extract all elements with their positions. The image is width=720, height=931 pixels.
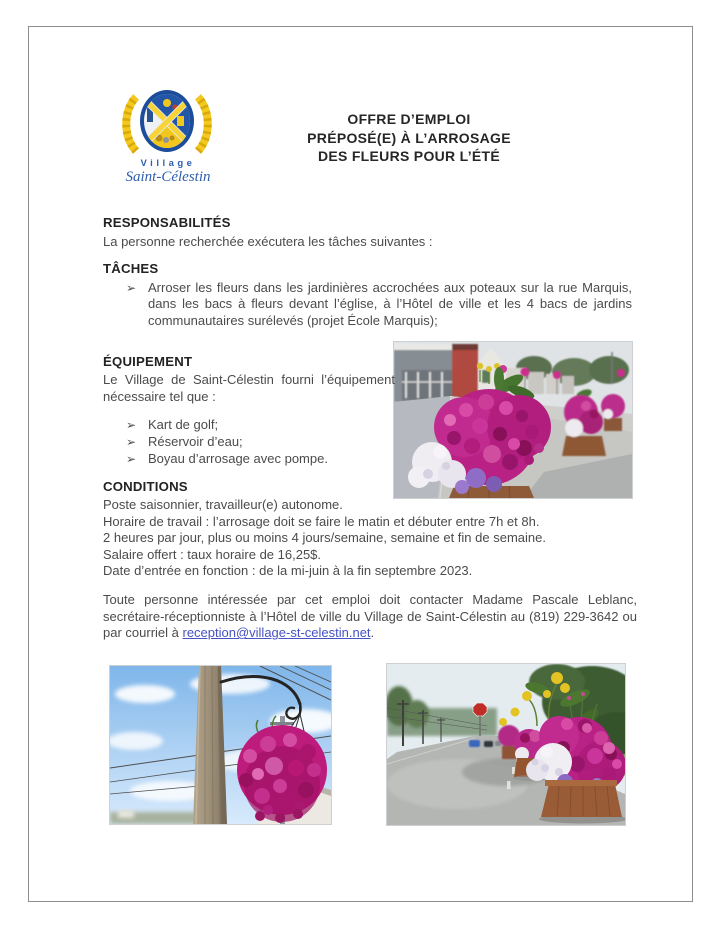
page-title: [248, 110, 570, 166]
contact-text: Toute personne intéressée par cet emploi doit contacter Madame Pascale Leblanc, secrétaire-réceptionniste à l’Hôtel de ville du Village de Saint-Célestin au (819) 229-3642 ou par courriel à: [103, 592, 637, 641]
arrow-bullet-icon: ➢: [126, 418, 137, 432]
responsabilites-body: La personne recherchée exécutera les tâches suivantes :: [103, 234, 433, 249]
conditions-lines: [103, 497, 643, 580]
equipement-bullet-3: Boyau d’arrosage avec pompe.: [148, 451, 328, 466]
equipement-bullet-1: Kart de golf;: [148, 417, 219, 432]
responsabilites-heading: RESPONSABILITÉS: [103, 215, 231, 230]
photo-road-with-flower-planters-row: [386, 663, 626, 826]
title-line-3: DES FLEURS POUR L’ÉTÉ: [317, 148, 501, 165]
title-line-1: OFFRE D’EMPLOI: [347, 111, 471, 127]
equipement-intro: Le Village de Saint-Célestin fourni l’équipement nécessaire tel que :: [103, 372, 395, 404]
conditions-line-2: Horaire de travail : l’arrosage doit se faire le matin et débuter entre 7h et 8h.: [103, 513, 540, 529]
contact-paragraph: [103, 592, 637, 642]
taches-heading: TÂCHES: [103, 261, 159, 276]
village-saint-celestin-crest-logo: [119, 89, 215, 157]
conditions-heading: CONDITIONS: [103, 479, 188, 494]
photo-street-with-flower-planters: [393, 341, 633, 499]
conditions-line-1: Poste saisonnier, travailleur(e) autonome.: [103, 497, 343, 512]
logo-village-label: Village: [140, 158, 196, 169]
title-line-2: PRÉPOSÉ(E) À L’ARROSAGE: [307, 129, 511, 146]
email-link[interactable]: reception@village-st-celestin.net: [182, 625, 371, 641]
arrow-bullet-icon: ➢: [126, 435, 137, 449]
conditions-line-4: Salaire offert : taux horaire de 16,25$.: [103, 546, 322, 562]
conditions-line-5: Date d’entrée en fonction : de la mi-juin à la fin septembre 2023.: [103, 563, 473, 579]
crest-quadrants: [139, 89, 195, 153]
photo-hanging-flower-basket-on-pole: [109, 665, 332, 825]
logo-name-label: Saint-Célestin: [125, 169, 211, 185]
arrow-bullet-icon: ➢: [126, 281, 137, 295]
arrow-bullet-icon: ➢: [126, 452, 137, 466]
equipement-heading: ÉQUIPEMENT: [103, 354, 193, 369]
taches-bullet-text: Arroser les fleurs dans les jardinières accrochées aux poteaux sur la rue Marquis, dans les bacs à fleurs devant l’église, à l’Hôtel de ville et les 4 bacs de jardins communautaires surélevés (projet École Marquis);: [148, 280, 632, 328]
equipement-bullet-2: Réservoir d’eau;: [148, 434, 243, 449]
conditions-line-3: 2 heures par jour, plus ou moins 4 jours/semaine, semaine et fin de semaine.: [103, 530, 546, 546]
contact-text-end: .: [370, 625, 375, 641]
